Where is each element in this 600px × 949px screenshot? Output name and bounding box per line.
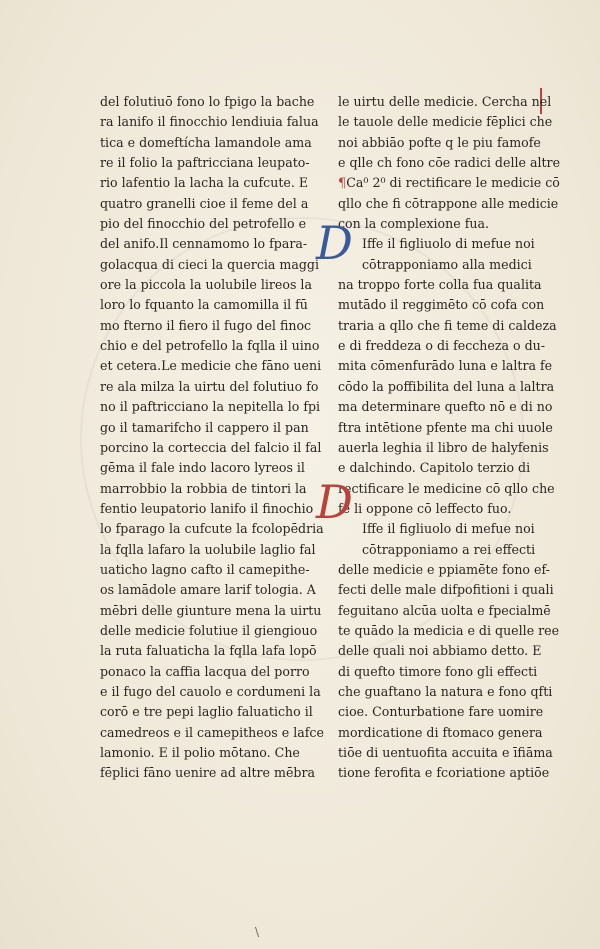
text-line: re il folio la paftricciana leupato- (100, 155, 310, 171)
text-line: traria a qllo che fi teme di caldeza (338, 317, 557, 333)
chapter-heading-line: ¶Ca⁰ 2⁰ di rectificare le medicie cō (338, 175, 560, 192)
text-line: e qlle ch fono cōe radici delle altre (338, 155, 561, 171)
text-line: cōtrapponiamo a rei effecti (362, 541, 536, 557)
text-line: ore la piccola la uolubile lireos la (100, 277, 312, 293)
text-line: lamonio. E il polio mōtano. Che (100, 745, 300, 760)
text-line: feguitano alcūa uolta e fpecialmē (338, 602, 551, 618)
text-line: et cetera.Le medicie che fāno ueni (100, 358, 322, 374)
text-line: uaticho lagno cafto il camepithe- (100, 561, 310, 577)
text-line: le uirtu delle medicie. Cercha nel (338, 94, 552, 109)
text-line: tione ferofita e fcoriatione aptiōe (338, 765, 550, 781)
text-line: cioe. Conturbatione fare uomire (338, 704, 544, 720)
text-line: te quādo la medicia e di quelle ree (338, 622, 560, 638)
text-line: golacqua di cieci la quercia maggi (100, 256, 320, 272)
text-line: rio lafentio la lacha la cufcute. E (100, 175, 309, 191)
text-line: con la complexione fua. (338, 216, 489, 232)
illuminated-initial-blue: D (316, 216, 353, 270)
text-line: mordicatione di ftomaco genera (338, 724, 543, 740)
text-line: rectificare le medicine cō qllo che (338, 480, 555, 496)
text-line: del anifo.Il cennamomo lo fpara- (100, 236, 308, 252)
text-line: os lamādole amare larif tologia. A (100, 582, 316, 598)
text-line: marrobbio la robbia de tintori la (100, 480, 307, 496)
text-line: go il tamarifcho il cappero il pan (100, 419, 309, 435)
text-line: corō e tre pepi laglio faluaticho il (100, 704, 313, 720)
text-line: mēbri delle giunture mena la uirtu (100, 602, 322, 618)
text-line: no il paftricciano la nepitella lo fpi (100, 399, 321, 415)
text-line: fentio leupatorio lanifo il finochio (100, 500, 314, 516)
text-line: loro lo fquanto la camomilla il fū (100, 297, 308, 313)
text-line: auerla leghia il libro de halyfenis (338, 439, 549, 455)
text-line: la ruta faluaticha la fqlla lafa lopō (100, 643, 317, 659)
text-line: di quefto timore fono gli effecti (338, 663, 538, 679)
left-text-column (100, 92, 324, 784)
text-line: la fqlla lafaro la uolubile laglio fal (100, 541, 316, 557)
text-line: gēma il fale indo lacoro lyreos il (100, 460, 305, 476)
text-line: na troppo forte colla fua qualita (338, 277, 542, 293)
text-line: delle quali noi abbiamo detto. E (338, 643, 542, 659)
right-text-column (338, 92, 561, 784)
text-line: fecti delle male difpofitioni i quali (338, 582, 554, 598)
chapter-heading-line: e dalchindo. Capitolo terzio di (338, 460, 531, 476)
text-line: del folutiuō fono lo fpigo la bache (100, 94, 315, 109)
text-line: re ala milza la uirtu del folutiuo fo (100, 378, 319, 394)
text-line: e di freddeza o di feccheza o du- (338, 338, 546, 354)
text-line: qllo che fi cōtrappone alle medicie (338, 195, 559, 211)
text-line: e il fugo del cauolo e cordumeni la (100, 683, 321, 699)
text-line: chio e del petrofello la fqlla il uino (100, 338, 320, 354)
text-line: fēplici fāno uenire ad altre mēbra (100, 765, 315, 781)
text-line: ma determinare quefto nō e di no (338, 399, 553, 415)
text-line: le tauole delle medicie fēplici che (338, 114, 553, 130)
text-line: delle medicie e ppiamēte fono ef- (338, 561, 550, 577)
text-line: mutādo il reggimēto cō cofa con (338, 297, 545, 313)
text-line: mita cōmenfurādo luna e laltra fe (338, 358, 553, 374)
text-line: tica e domeftícha lamandole ama (100, 134, 312, 150)
pilcrow-mark: ¶ (338, 176, 347, 192)
text-line: cōdo la poffibilita del luna a laltra (338, 378, 555, 394)
text-line: Iffe il figliuolo di mefue noi (362, 521, 535, 537)
text-line: quatro granelli cioe il feme del a (100, 195, 309, 211)
text-line: fe li oppone cō leffecto fuo. (338, 500, 512, 516)
text-line: ftra intētione pfente ma chi uuole (338, 419, 553, 435)
text-line: che guaftano la natura e fono qfti (338, 683, 553, 699)
text-line: lo fparago la cufcute la fcolopēdria (100, 521, 324, 537)
gutter-mark: \ (255, 925, 260, 939)
text-line: porcino la corteccia del falcio il fal (100, 439, 322, 455)
text-line: pio del finocchio del petrofello e (100, 216, 307, 232)
text-line: Iffe il figliuolo di mefue noi (362, 236, 535, 252)
text-line: ra lanifo il finocchio lendiuia faluа (100, 114, 319, 130)
text-line: mo fterno il fiero il fugo del finoc (100, 317, 312, 333)
text-line: cōtrapponiamo alla medici (362, 256, 532, 272)
text-line: noi abbiāo pofte q le piu famofe (338, 134, 541, 150)
text-line: camedreos e il camepitheos e lafce (100, 724, 324, 740)
illuminated-initial-red: D (316, 475, 353, 529)
text-line: tiōe di uentuofita accuita e īfiāma (338, 745, 553, 760)
text-line: ponaco la caffia lacqua del porro (100, 663, 310, 679)
text-line: delle medicie folutiue il giengiouo (100, 622, 318, 638)
